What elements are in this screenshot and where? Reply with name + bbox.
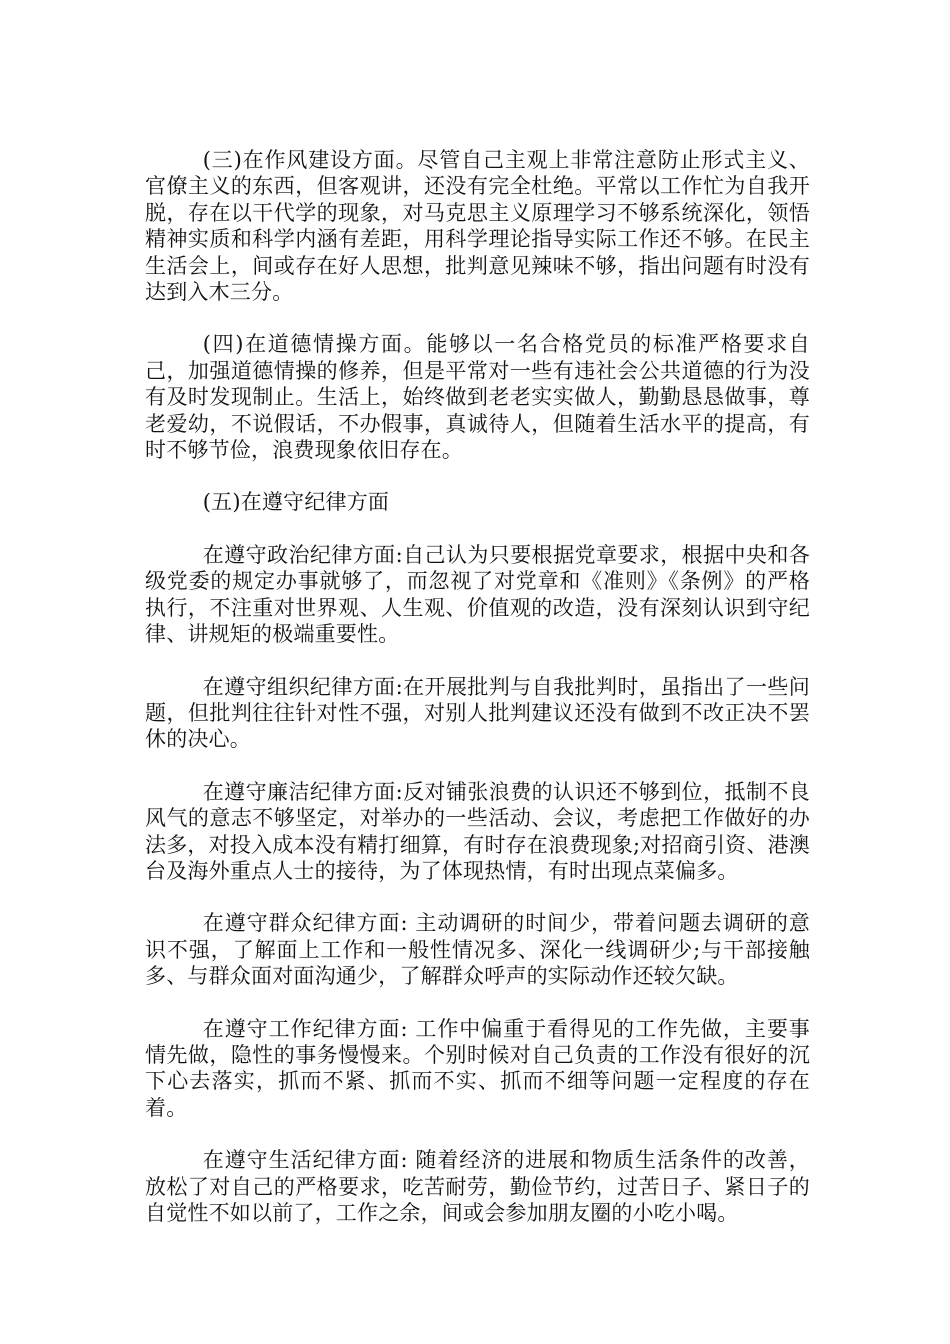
paragraph-moral-character: (四)在道德情操方面。能够以一名合格党员的标准严格要求自己，加强道德情操的修养，但是平常对一些有违社会公共道德的行为没有及时发现制止。生活上，始终做到老老实实做人，勤勤恳恳做事，尊老爱幼，不说假话，不办假事，真诚待人，但随着生活水平的提高，有时不够节俭，浪费现象依旧存在。 bbox=[145, 332, 810, 463]
paragraph-integrity-discipline: 在遵守廉洁纪律方面:反对铺张浪费的认识还不够到位，抵制不良风气的意志不够坚定，对举办的一些活动、会议，考虑把工作做好的办法多，对投入成本没有精打细算，有时存在浪费现象;对招商引资、港澳台及海外重点人士的接待，为了体现热情，有时出现点菜偏多。 bbox=[145, 779, 810, 883]
paragraph-life-discipline: 在遵守生活纪律方面: 随着经济的进展和物质生活条件的改善，放松了对自己的严格要求，吃苦耐劳，勤俭节约，过苦日子、紧日子的自觉性不如以前了，工作之余，间或会参加朋友圈的小吃小喝。 bbox=[145, 1148, 810, 1225]
paragraph-work-style: (三)在作风建设方面。尽管自己主观上非常注意防止形式主义、官僚主义的东西，但客观讲，还没有完全杜绝。平常以工作忙为自我开脱，存在以干代学的现象，对马克思主义原理学习不够系统深化，领悟精神实质和科学内涵有差距，用科学理论指导实际工作还不够。在民主生活会上，间或存在好人思想，批判意见辣味不够，指出问题有时没有达到入木三分。 bbox=[145, 148, 810, 305]
paragraph-discipline-heading: (五)在遵守纪律方面 bbox=[202, 490, 390, 515]
paragraph-mass-discipline: 在遵守群众纪律方面: 主动调研的时间少，带着问题去调研的意识不强，了解面上工作和一般性情况多、深化一线调研少;与干部接触多、与群众面对面沟通少，了解群众呼声的实际动作还较欠缺。 bbox=[145, 911, 810, 989]
paragraph-organizational-discipline: 在遵守组织纪律方面:在开展批判与自我批判时，虽指出了一些问题，但批判往往针对性不强，对别人批判建议还没有做到不改正决不罢休的决心。 bbox=[145, 674, 810, 752]
paragraph-work-discipline: 在遵守工作纪律方面: 工作中偏重于看得见的工作先做，主要事情先做，隐性的事务慢慢来。个别时候对自己负责的工作没有很好的沉下心去落实，抓而不紧、抓而不实、抓而不细等问题一定程度的存在着。 bbox=[145, 1016, 810, 1120]
paragraph-political-discipline: 在遵守政治纪律方面:自己认为只要根据党章要求，根据中央和各级党委的规定办事就够了，而忽视了对党章和《准则》《条例》的严格执行，不注重对世界观、人生观、价值观的改造，没有深刻认识到守纪律、讲规矩的极端重要性。 bbox=[145, 542, 810, 647]
document-body bbox=[145, 147, 810, 1252]
